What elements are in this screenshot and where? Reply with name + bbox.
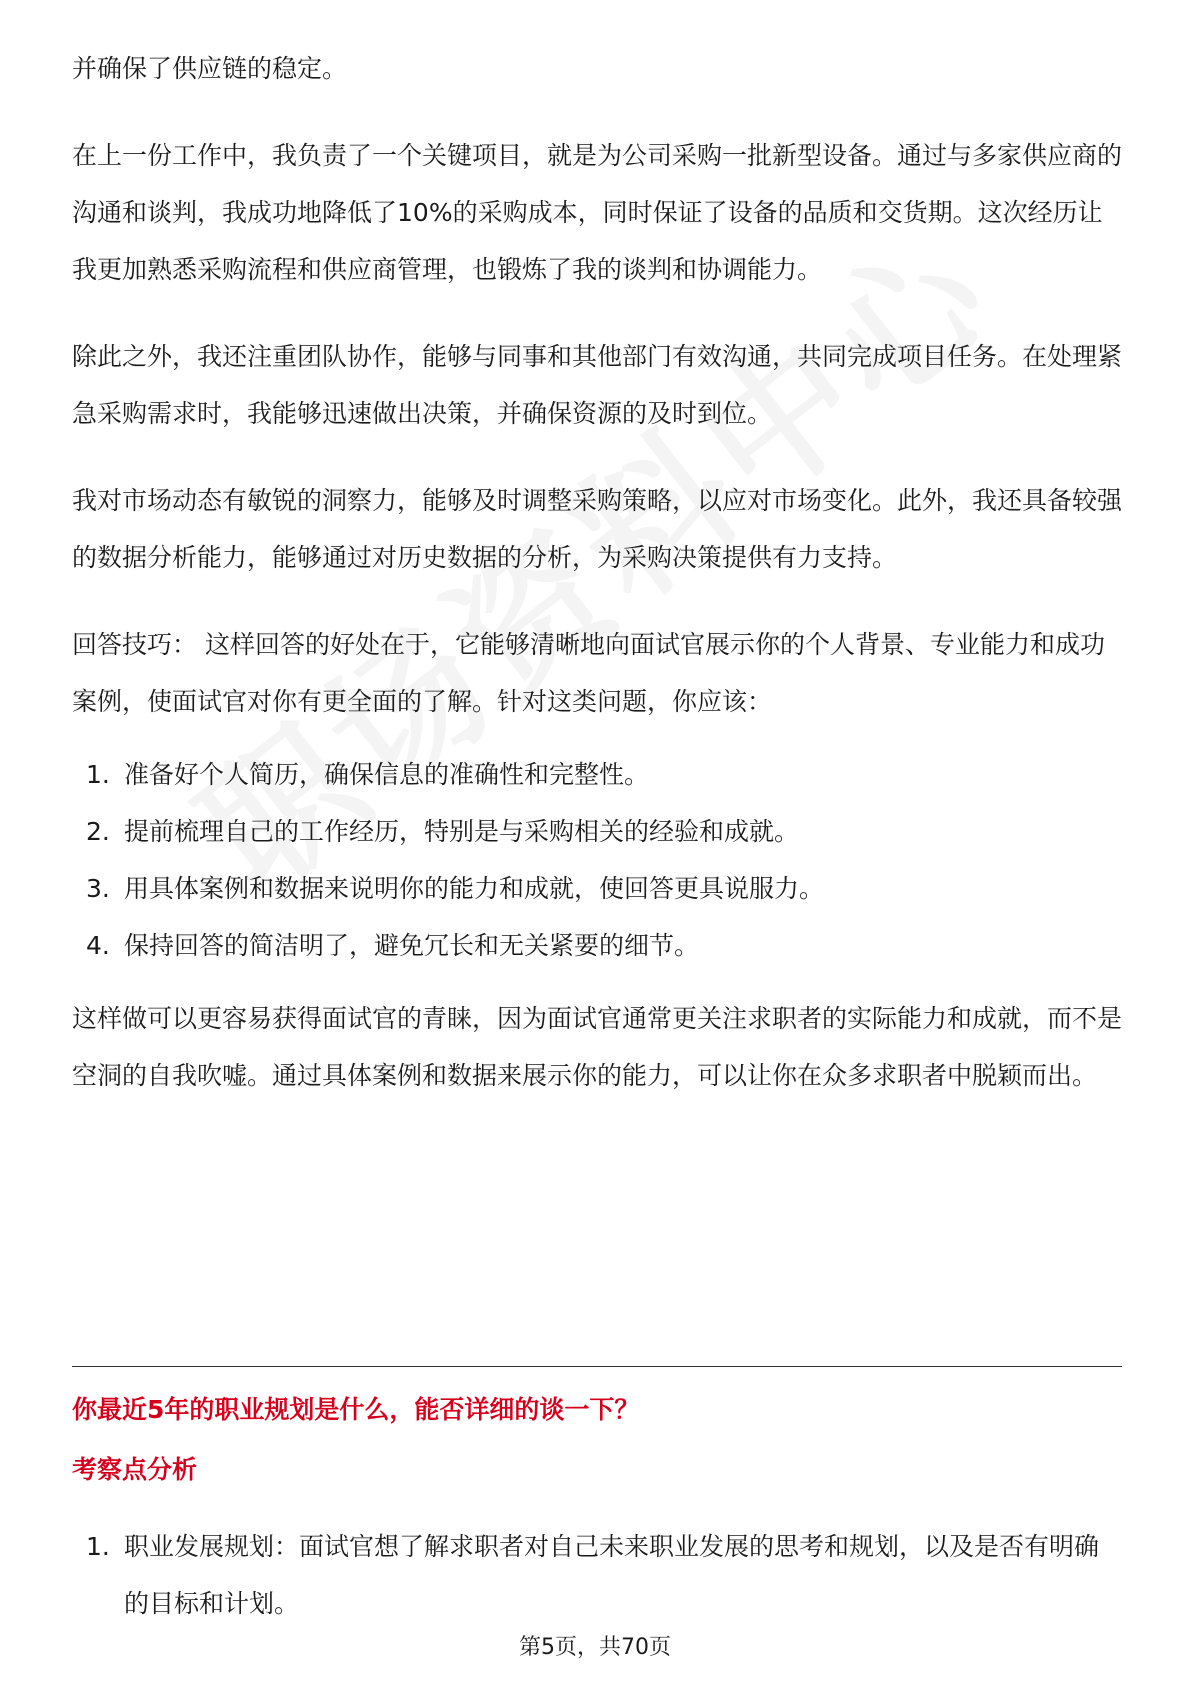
list-item [72, 860, 1122, 917]
analysis-heading: 考察点分析 [72, 1455, 198, 1484]
paragraph-tips-intro: 回答技巧： 这样回答的好处在于，它能够清晰地向面试官展示你的个人背景、专业能力和成功案例，使面试官对你有更全面的了解。针对这类问题，你应该： [72, 630, 1105, 716]
question-title: 你最近5年的职业规划是什么，能否详细的谈一下？ [72, 1395, 640, 1424]
tips-list [72, 746, 1122, 974]
list-text: 用具体案例和数据来说明你的能力和成就，使回答更具说服力。 [124, 874, 825, 903]
list-number: 4. [86, 931, 110, 960]
paragraph-continuation: 并确保了供应链的稳定。 [72, 54, 348, 83]
list-item [72, 917, 1122, 974]
list-text: 准备好个人简历，确保信息的准确性和完整性。 [124, 760, 650, 789]
analysis-list [72, 1518, 1122, 1632]
paragraph-conclusion: 这样做可以更容易获得面试官的青睐，因为面试官通常更关注求职者的实际能力和成就，而不是空洞的自我吹嘘。通过具体案例和数据来展示你的能力，可以让你在众多求职者中脱颖而出。 [72, 1004, 1123, 1090]
list-text: 保持回答的简洁明了，避免冗长和无关紧要的细节。 [124, 931, 700, 960]
list-text: 职业发展规划：面试官想了解求职者对自己未来职业发展的思考和规划，以及是否有明确的目标和计划。 [124, 1532, 1100, 1618]
answer-body [72, 40, 1122, 1104]
section-divider [72, 1366, 1122, 1367]
paragraph-project: 在上一份工作中，我负责了一个关键项目，就是为公司采购一批新型设备。通过与多家供应商的沟通和谈判，我成功地降低了10%的采购成本，同时保证了设备的品质和交货期。这次经历让我更加熟悉采购流程和供应商管理，也锻炼了我的谈判和协调能力。 [72, 141, 1123, 284]
list-number: 1. [86, 760, 110, 789]
paragraph-market: 我对市场动态有敏锐的洞察力，能够及时调整采购策略，以应对市场变化。此外，我还具备较强的数据分析能力，能够通过对历史数据的分析，为采购决策提供有力支持。 [72, 486, 1123, 572]
list-item [72, 746, 1122, 803]
list-number: 1. [86, 1532, 110, 1561]
paragraph-teamwork: 除此之外，我还注重团队协作，能够与同事和其他部门有效沟通，共同完成项目任务。在处理紧急采购需求时，我能够迅速做出决策，并确保资源的及时到位。 [72, 342, 1123, 428]
list-text: 提前梳理自己的工作经历，特别是与采购相关的经验和成就。 [124, 817, 800, 846]
page-footer: 第5页，共70页 [519, 1635, 671, 1660]
list-number: 2. [86, 817, 110, 846]
list-item [72, 1518, 1122, 1632]
list-item [72, 803, 1122, 860]
list-number: 3. [86, 874, 110, 903]
